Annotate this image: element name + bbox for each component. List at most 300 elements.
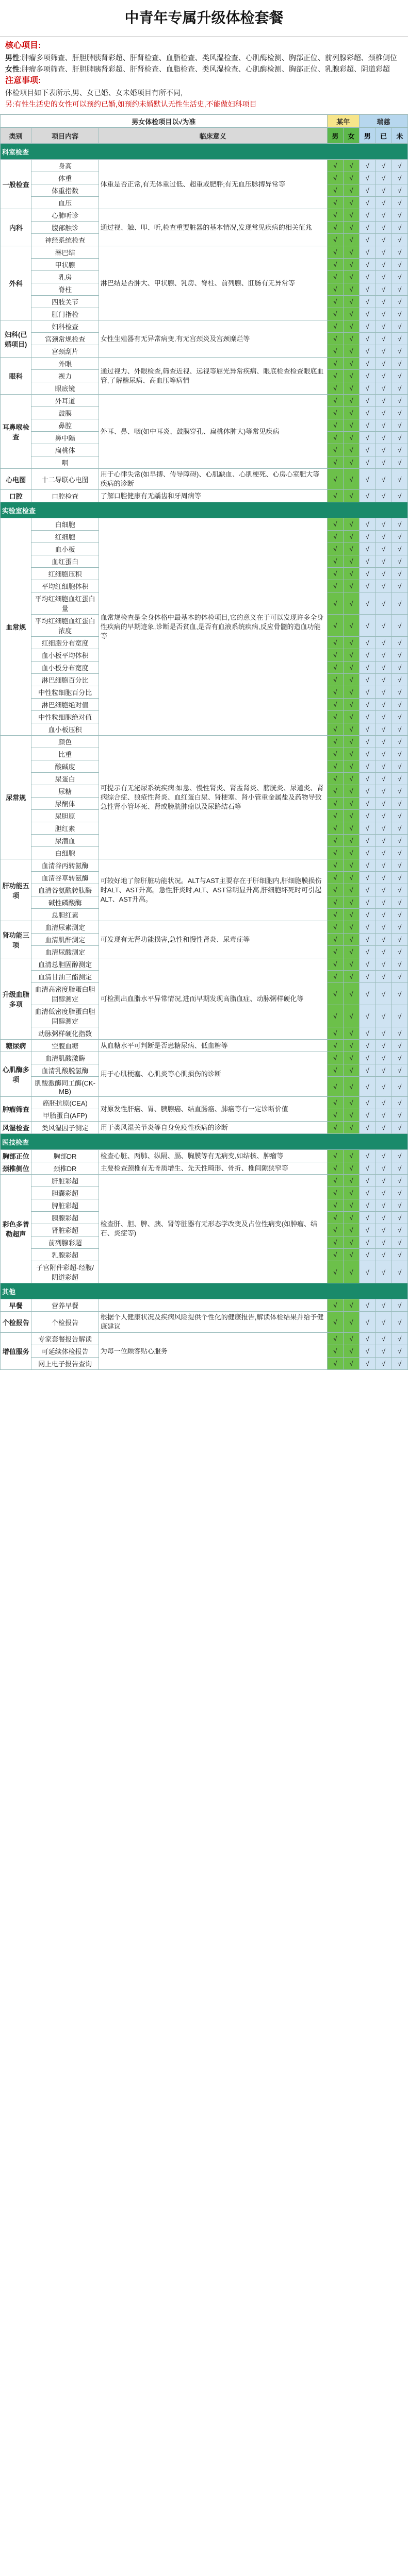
check-cell: √ [391,798,407,810]
check-cell: √ [376,1109,391,1122]
item-cell: 血清乳酸脱氢酶 [31,1064,99,1077]
check-cell: √ [391,884,407,896]
check-cell: √ [376,736,391,748]
check-cell: √ [327,419,343,432]
check-cell: √ [391,1175,407,1187]
check-cell: √ [327,686,343,699]
check-cell: √ [376,971,391,983]
check-cell: √ [391,810,407,822]
check-cell: √ [327,444,343,456]
section-header [1,1283,408,1299]
check-cell: √ [360,259,376,271]
section-header [1,144,408,160]
check-cell: √ [376,921,391,934]
check-cell: √ [391,699,407,711]
table-row [1,469,408,490]
table-row [1,1122,408,1134]
item-cell: 个检报告 [31,1312,99,1333]
check-cell: √ [327,531,343,543]
check-cell: √ [360,568,376,580]
check-cell: √ [360,580,376,592]
check-cell: √ [391,1187,407,1199]
check-cell: √ [360,345,376,358]
check-cell: √ [376,271,391,283]
check-cell: √ [327,283,343,296]
check-cell: √ [360,896,376,909]
check-cell: √ [376,872,391,884]
check-cell: √ [376,283,391,296]
item-cell: 脊柱 [31,283,99,296]
item-cell: 腹部触诊 [31,222,99,234]
check-cell: √ [391,1027,407,1040]
check-cell: √ [360,1236,376,1249]
check-cell: √ [391,592,407,615]
item-cell: 血清低密度脂蛋白胆固醇测定 [31,1005,99,1027]
core-items-label: 核心项目: [5,41,41,50]
category-cell: 尿常规 [1,736,31,859]
item-cell: 肌酸激酶同工酶(CK-MB) [31,1077,99,1097]
check-cell: √ [391,172,407,184]
notes-label: 注意事项: [5,76,41,85]
category-cell: 肾功能三项 [1,921,31,958]
check-cell: √ [360,209,376,222]
check-cell: √ [391,543,407,555]
check-cell: √ [391,637,407,649]
check-cell: √ [327,370,343,382]
meaning-cell: 用于心肌梗塞、心肌炎等心肌损伤的诊断 [99,1052,327,1097]
check-cell: √ [343,1052,359,1064]
check-cell: √ [327,909,343,921]
check-cell: √ [360,859,376,872]
section-title: 实验室检查 [1,502,408,518]
check-cell: √ [376,395,391,407]
item-cell: 总胆红素 [31,909,99,921]
male-core-items: 男性:肿瘤多项筛查、肝胆脾胰肾彩超、肝肾检查、血脂检查、类风湿检查、心肌酶检测、胸部正位、前列腺彩超、颈椎侧位 [5,54,397,62]
item-cell: 肝脏彩超 [31,1175,99,1187]
check-cell: √ [327,662,343,674]
table-row [1,1162,408,1175]
col-unmarried: 未 [391,128,407,144]
check-cell: √ [376,456,391,469]
check-cell: √ [360,1175,376,1187]
item-cell: 胸部DR [31,1150,99,1162]
check-cell: √ [360,1122,376,1134]
check-cell: √ [391,1199,407,1212]
check-cell: √ [327,810,343,822]
check-cell: √ [343,711,359,723]
item-cell: 平均红细胞血红蛋白浓度 [31,615,99,637]
check-cell: √ [343,308,359,320]
check-cell: √ [376,822,391,835]
check-cell: √ [360,822,376,835]
item-cell: 前列腺彩超 [31,1236,99,1249]
item-cell: 四肢关节 [31,296,99,308]
check-cell: √ [327,234,343,246]
item-cell: 鼻中隔 [31,432,99,444]
check-cell: √ [360,1187,376,1199]
check-cell: √ [343,909,359,921]
meaning-cell: 可检测出血脂水平异常情况,进而早期发现高脂血症、动脉粥样硬化等 [99,958,327,1040]
check-cell: √ [327,1162,343,1175]
meaning-cell: 检查心脏、两肺、纵隔、膈、胸膜等有无病变,如结核、肿瘤等 [99,1150,327,1162]
category-cell: 耳鼻喉检查 [1,395,31,469]
check-cell: √ [327,798,343,810]
check-cell: √ [391,407,407,419]
check-cell: √ [327,246,343,259]
check-cell: √ [327,209,343,222]
check-cell: √ [343,615,359,637]
category-cell: 口腔 [1,490,31,502]
check-cell: √ [360,785,376,798]
check-cell: √ [343,1333,359,1345]
package-table [0,114,408,1370]
check-cell: √ [376,444,391,456]
check-cell: √ [376,1097,391,1109]
check-cell: √ [391,748,407,760]
check-cell: √ [327,320,343,333]
item-cell: 血清尿素测定 [31,921,99,934]
check-cell: √ [391,649,407,662]
check-cell: √ [327,983,343,1005]
item-cell: 鼻腔 [31,419,99,432]
item-cell: 胆红素 [31,822,99,835]
check-cell: √ [376,518,391,531]
item-cell: 咽 [31,456,99,469]
check-cell: √ [360,934,376,946]
col-male-2: 男 [360,128,376,144]
check-cell: √ [376,1345,391,1358]
check-cell: √ [327,1077,343,1097]
check-cell: √ [343,1212,359,1224]
meaning-cell: 可提示有无泌尿系统疾病:如急、慢性肾炎、肾盂肾炎、膀胱炎、尿道炎、肾病综合症、狼疮性肾炎、血红蛋白尿、肾梗塞、肾小管重金属盐及药物导致急性肾小管坏死、肾或膀胱肿瘤以及尿路结石等 [99,736,327,859]
check-cell: √ [343,1150,359,1162]
check-cell: √ [391,909,407,921]
page-title: 中青年专属升级体检套餐 [0,0,408,36]
check-cell: √ [391,686,407,699]
check-cell: √ [343,773,359,785]
check-cell: √ [391,615,407,637]
check-cell: √ [376,773,391,785]
check-cell: √ [343,736,359,748]
item-cell: 血小板平均体积 [31,649,99,662]
check-cell: √ [343,1027,359,1040]
check-cell: √ [391,345,407,358]
check-cell: √ [360,308,376,320]
check-cell: √ [376,1122,391,1134]
check-cell: √ [376,637,391,649]
category-cell: 升级血脂多项 [1,958,31,1040]
check-cell: √ [376,1052,391,1064]
check-cell: √ [376,1150,391,1162]
category-cell: 肿瘤筛查 [1,1097,31,1122]
check-cell: √ [360,490,376,502]
check-cell: √ [376,543,391,555]
check-cell: √ [343,395,359,407]
check-cell: √ [327,333,343,345]
check-cell: √ [327,1052,343,1064]
check-cell: √ [360,555,376,568]
check-cell: √ [343,798,359,810]
meaning-cell: 对原发性肝癌、胃、胰腺癌、结直肠癌、肺癌等有一定诊断价值 [99,1097,327,1122]
check-cell: √ [343,674,359,686]
item-cell: 肾脏彩超 [31,1224,99,1236]
item-cell: 癌胚抗原(CEA) [31,1097,99,1109]
check-cell: √ [343,723,359,736]
check-cell: √ [360,736,376,748]
category-cell: 糖尿病 [1,1040,31,1052]
check-cell: √ [360,172,376,184]
item-cell: 尿蛋白 [31,773,99,785]
check-cell: √ [391,382,407,395]
check-cell: √ [376,592,391,615]
check-cell: √ [391,370,407,382]
check-cell: √ [343,407,359,419]
check-cell: √ [327,296,343,308]
check-cell: √ [376,1040,391,1052]
check-cell: √ [327,1005,343,1027]
check-cell: √ [360,1358,376,1370]
check-cell: √ [343,370,359,382]
table-row [1,1312,408,1333]
check-cell: √ [343,234,359,246]
check-cell: √ [343,760,359,773]
check-cell: √ [360,983,376,1005]
table-row [1,1333,408,1345]
check-cell: √ [343,1005,359,1027]
item-cell: 外眼 [31,358,99,370]
check-cell: √ [343,1175,359,1187]
section-title: 医技检查 [1,1134,408,1150]
check-cell: √ [376,197,391,209]
meaning-cell: 用于心律失常(如早搏、传导障碍)、心肌缺血、心肌梗死、心房心室肥大等疾病的诊断 [99,469,327,490]
section-title: 科室检查 [1,144,408,160]
check-cell: √ [327,1358,343,1370]
check-cell: √ [327,407,343,419]
check-cell: √ [391,1077,407,1097]
meaning-cell: 可发现有无肾功能损害,急性和慢性肾炎、尿毒症等 [99,921,327,958]
check-cell: √ [343,847,359,859]
check-cell: √ [327,432,343,444]
check-cell: √ [376,1162,391,1175]
check-cell: √ [391,946,407,958]
check-cell: √ [376,490,391,502]
check-cell: √ [376,1199,391,1212]
check-cell: √ [391,1040,407,1052]
intro-box [0,36,408,114]
check-cell: √ [376,172,391,184]
check-cell: √ [343,345,359,358]
check-cell: √ [343,184,359,197]
table-row [1,1150,408,1162]
col-meaning: 临床意义 [99,128,327,144]
check-cell: √ [376,1175,391,1187]
item-cell: 外耳道 [31,395,99,407]
check-cell: √ [360,699,376,711]
meaning-cell: 用于类风湿关节炎等自身免疫性疾病的诊断 [99,1122,327,1134]
meaning-cell: 可较好地了解肝脏功能状况。ALT与AST主要存在于肝细胞内,肝细胞膜损伤时ALT、AST升高。急性肝炎时,ALT、AST常明显升高,肝细胞坏死时可引起ALT、AST升高。 [99,859,327,921]
check-cell: √ [327,518,343,531]
check-cell: √ [327,674,343,686]
check-cell: √ [391,1064,407,1077]
check-cell: √ [376,209,391,222]
check-cell: √ [360,543,376,555]
check-cell: √ [327,649,343,662]
check-cell: √ [343,160,359,172]
check-cell: √ [327,1122,343,1134]
check-cell: √ [327,934,343,946]
check-cell: √ [343,785,359,798]
check-cell: √ [391,184,407,197]
check-cell: √ [391,760,407,773]
check-cell: √ [360,1040,376,1052]
check-cell: √ [327,259,343,271]
item-cell: 视力 [31,370,99,382]
check-cell: √ [327,1040,343,1052]
check-cell: √ [327,773,343,785]
check-cell: √ [391,1345,407,1358]
check-cell: √ [343,1224,359,1236]
check-cell: √ [391,1249,407,1261]
check-cell: √ [343,222,359,234]
check-cell: √ [360,419,376,432]
check-cell: √ [327,172,343,184]
table-row [1,859,408,872]
check-cell: √ [343,637,359,649]
item-cell: 淋巴细胞绝对值 [31,699,99,711]
item-cell: 网上电子报告查询 [31,1358,99,1370]
check-cell: √ [376,1027,391,1040]
check-cell: √ [343,822,359,835]
check-cell: √ [360,1312,376,1333]
check-cell: √ [343,1109,359,1122]
check-cell: √ [391,1299,407,1312]
table-row [1,736,408,748]
check-cell: √ [360,222,376,234]
check-cell: √ [391,921,407,934]
check-cell: √ [360,1299,376,1312]
item-cell: 心肺听诊 [31,209,99,222]
check-cell: √ [360,723,376,736]
check-cell: √ [391,531,407,543]
check-cell: √ [376,785,391,798]
item-cell: 颜色 [31,736,99,748]
check-cell: √ [327,1187,343,1199]
check-cell: √ [327,1199,343,1212]
check-cell: √ [376,1312,391,1333]
item-cell: 尿酮体 [31,798,99,810]
item-cell: 甲状腺 [31,259,99,271]
table-row [1,1097,408,1109]
table-row [1,246,408,259]
item-cell: 血清尿酸测定 [31,946,99,958]
category-cell: 风湿检查 [1,1122,31,1134]
check-cell: √ [343,748,359,760]
check-cell: √ [343,419,359,432]
check-cell: √ [360,909,376,921]
check-cell: √ [360,333,376,345]
check-cell: √ [360,469,376,490]
check-cell: √ [376,234,391,246]
check-cell: √ [327,736,343,748]
item-cell: 中性粒细胞百分比 [31,686,99,699]
item-cell: 体重 [31,172,99,184]
item-cell: 淋巴细胞百分比 [31,674,99,686]
check-cell: √ [327,1064,343,1077]
check-cell: √ [360,1261,376,1283]
check-cell: √ [360,615,376,637]
check-cell: √ [360,296,376,308]
table-row [1,1299,408,1312]
check-cell: √ [376,847,391,859]
check-cell: √ [391,1236,407,1249]
col-item: 项目内容 [31,128,99,144]
check-cell: √ [376,859,391,872]
check-cell: √ [327,382,343,395]
check-cell: √ [327,358,343,370]
meaning-cell: 体重是否正常,有无体重过低、超重或肥胖;有无血压脉搏异常等 [99,160,327,209]
check-cell: √ [391,555,407,568]
check-cell: √ [376,760,391,773]
check-cell: √ [327,699,343,711]
check-cell: √ [360,1162,376,1175]
item-cell: 碱性磷酸酶 [31,896,99,909]
table-row [1,1052,408,1064]
item-cell: 尿潜血 [31,835,99,847]
check-cell: √ [391,785,407,798]
check-cell: √ [391,333,407,345]
check-cell: √ [327,1333,343,1345]
check-cell: √ [343,1187,359,1199]
check-cell: √ [360,184,376,197]
check-cell: √ [376,723,391,736]
check-cell: √ [376,1187,391,1199]
check-cell: √ [327,580,343,592]
check-cell: √ [376,835,391,847]
check-cell: √ [343,1261,359,1283]
table-row [1,518,408,531]
check-cell: √ [391,822,407,835]
item-cell: 营养早餐 [31,1299,99,1312]
check-cell: √ [360,1027,376,1040]
check-cell: √ [376,1212,391,1224]
check-cell: √ [360,1097,376,1109]
check-cell: √ [376,1077,391,1097]
table-row [1,395,408,407]
check-cell: √ [376,699,391,711]
check-cell: √ [391,444,407,456]
check-cell: √ [391,197,407,209]
section-header [1,1134,408,1150]
category-cell: 眼科 [1,358,31,395]
item-cell: 脾脏彩超 [31,1199,99,1212]
check-cell: √ [343,333,359,345]
check-cell: √ [343,209,359,222]
item-cell: 红细胞压积 [31,568,99,580]
check-cell: √ [376,1236,391,1249]
table-row [1,958,408,971]
check-cell: √ [391,160,407,172]
check-cell: √ [343,649,359,662]
check-cell: √ [327,1027,343,1040]
check-cell: √ [376,884,391,896]
check-cell: √ [391,308,407,320]
meaning-cell [99,1299,327,1312]
check-cell: √ [391,1333,407,1345]
category-cell: 增值服务 [1,1333,31,1370]
check-cell: √ [343,1249,359,1261]
category-cell: 内科 [1,209,31,246]
category-cell: 血常规 [1,518,31,736]
